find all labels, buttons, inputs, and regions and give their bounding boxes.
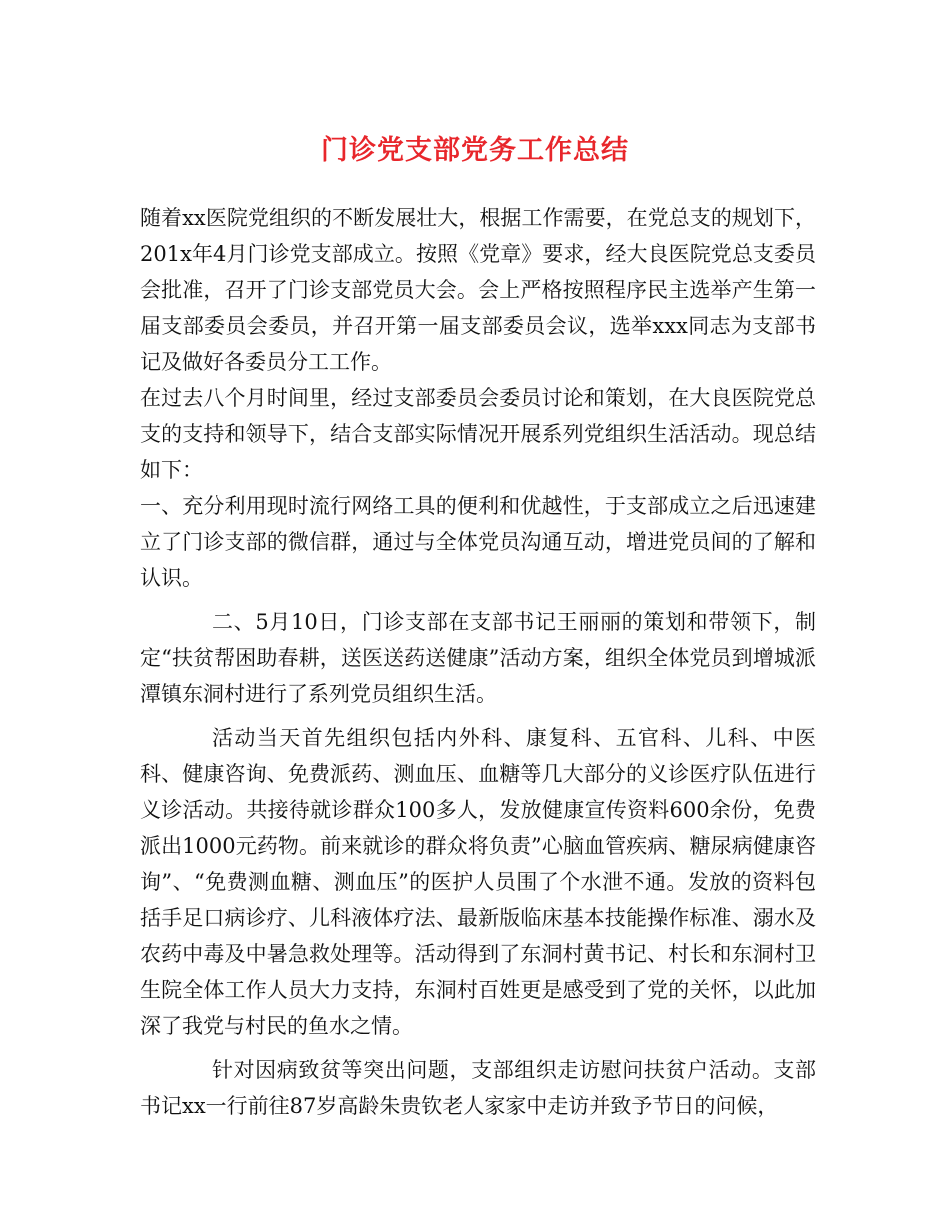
paragraph-item-2: 二、5月10日，门诊支部在支部书记王丽丽的策划和带领下，制定“扶贫帮困助春耕，送医送药送健康”活动方案，组织全体党员到增城派潭镇东洞村进行了系列党员组织生活。 [140, 610, 816, 706]
paragraph-summary-lead: 在过去八个月时间里，经过支部委员会委员讨论和策划，在大良医院党总支的支持和领导下，结合支部实际情况开展系列党组织生活活动。现总结如下： [140, 386, 816, 482]
paragraph-intro: 随着xx医院党组织的不断发展壮大，根据工作需要，在党总支的规划下，201x年4月门诊党支部成立。按照《党章》要求，经大良医院党总支委员会批准，召开了门诊支部党员大会。会上严格按照程序民主选举产生第一届支部委员会委员，并召开第一届支部委员会议，选举xxx同志为支部书记及做好各委员分工工作。 [140, 206, 816, 374]
paragraph-item-1: 一、充分利用现时流行网络工具的便利和优越性，于支部成立之后迅速建立了门诊支部的微信群，通过与全体党员沟通互动，增进党员间的了解和认识。 [140, 494, 816, 590]
document-body [140, 200, 816, 1124]
paragraph-activity: 活动当天首先组织包括内外科、康复科、五官科、儿科、中医科、健康咨询、免费派药、测血压、血糖等几大部分的义诊医疗队伍进行义诊活动。共接待就诊群众100多人，发放健康宣传资料600余份，免费派出1000元药物。前来就诊的群众将负责”心脑血管疾病、糖尿病健康咨询”、“免费测血糖、测血压”的医护人员围了个水泄不通。发放的资料包括手足口病诊疗、儿科液体疗法、最新版临床基本技能操作标准、溺水及农药中毒及中暑急救处理等。活动得到了东洞村黄书记、村长和东洞村卫生院全体工作人员大力支持，东洞村百姓更是感受到了党的关怀，以此加深了我党与村民的鱼水之情。 [140, 726, 816, 1038]
paragraph-poverty-visit: 针对因病致贫等突出问题，支部组织走访慰问扶贫户活动。支部书记xx一行前往87岁高龄朱贵钦老人家家中走访并致予节日的问候， [140, 1058, 816, 1118]
document-title: 门诊党支部党务工作总结 [321, 135, 629, 166]
